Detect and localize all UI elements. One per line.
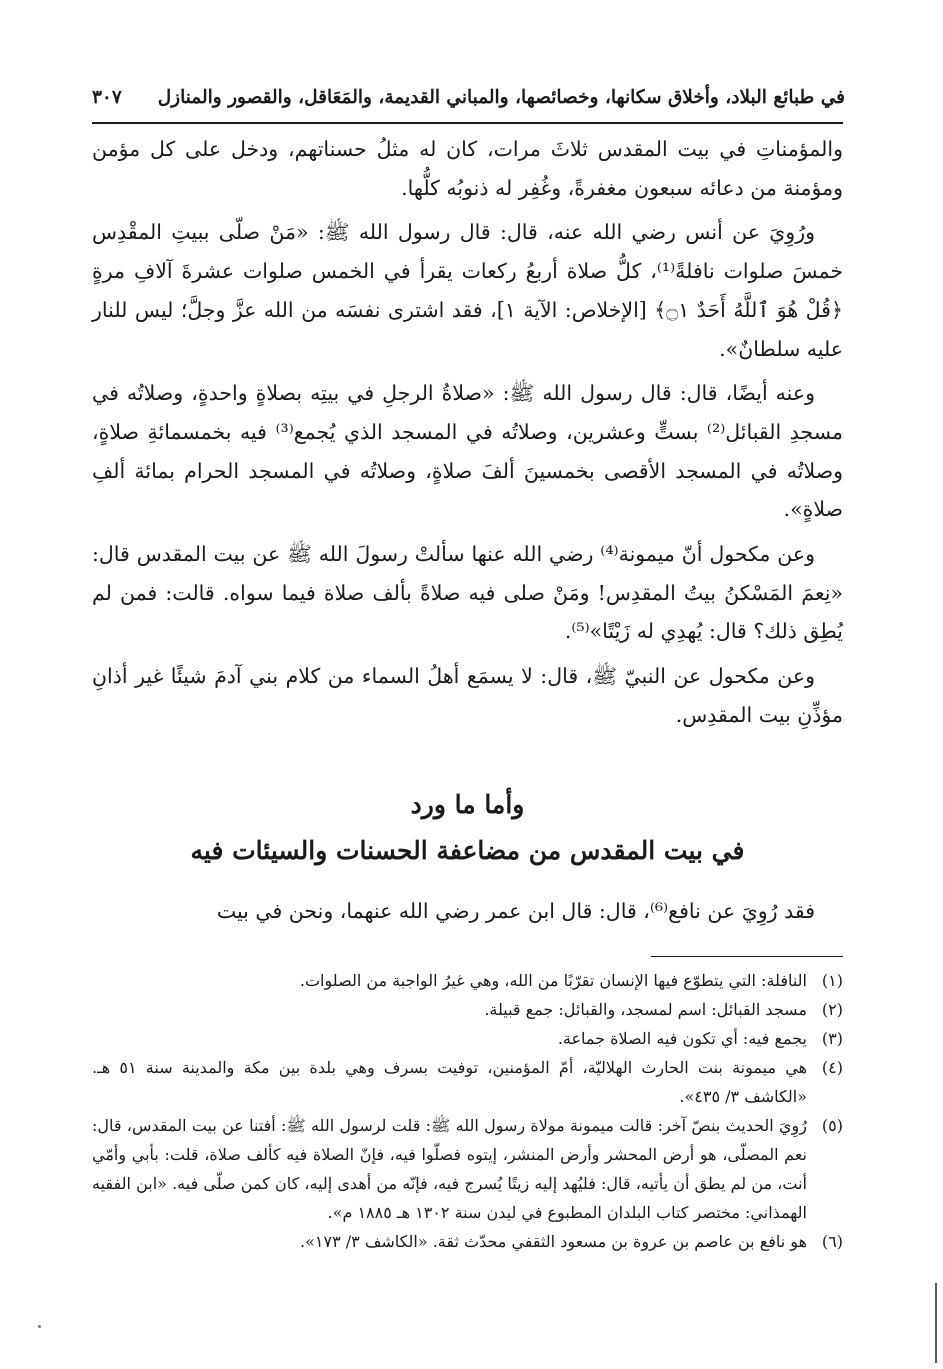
section-heading-line-1: وأما ما ورد xyxy=(410,790,525,819)
main-text xyxy=(92,130,843,735)
paragraph: وعنه أيضًا، قال: قال رسول الله ﷺ: «صلاةُ الرجلِ في بيتِه بصلاةٍ واحدةٍ، وصلاتُه في مسجدِ القبائل⁽²⁾ بستٍّ وعشرين، وصلاتُه في المسجد الذي يُجمع⁽³⁾ فيه بخمسمائةِ صلاةٍ، وصلاتُه في المسجد الأقصى بخمسينَ ألفَ صلاةٍ، وصلاتُه في المسجد الحرام بمائة ألفِ صلاةٍ». xyxy=(92,381,843,522)
paragraph: وعن مكحول عن النبيّ ﷺ، قال: لا يسمَع أهلُ السماء من كلام بني آدمَ شيئًا غير أذانِ مؤذِّنِ بيت المقدِس. xyxy=(92,664,843,727)
footnote-number: (٥) xyxy=(821,1116,843,1135)
running-header-title: في طبائع البلاد، وأخلاق سكانها، وخصائصها، والمباني القديمة، والمَعَاقل، والقصور والمنازل xyxy=(157,87,845,108)
footnote-text: النافلة: التي يتطوّع فيها الإنسان تقرّبًا من الله، وهي غيرُ الواجبة من الصلوات. xyxy=(299,971,807,990)
footnote-number: (٦) xyxy=(821,1232,843,1251)
scan-speck xyxy=(38,1325,41,1328)
section-heading-line-2: في بيت المقدس من مضاعفة الحسنات والسيئات فيه xyxy=(190,836,745,865)
footnote-number: (٢) xyxy=(821,1000,843,1019)
footnote-text: رُوِيَ الحديث بنصّ آخر: قالت ميمونة مولاة رسول الله ﷺ: قلت لرسول الله ﷺ: أفتنا عن بيت المقدس، قال: نعم المصلّى، هو أرض المحشر وأرض المنشر، إيتوه فصلّوا فيه، فإنّ الصلاة فيه كألف صلاة، قلت: بأبي وأمّي أنت، من لم يطق أن يأتيه، قال: فليُهد إليه زيتًا يُسرج فيه، فإنّه من أهدى إليه، كان كمن صلّى فيه. «ابن الفقيه الهمذاني: مختصر كتاب البلدان المطبوع في ليدن سنة ١٣٠٢ هـ ١٨٨٥ م». xyxy=(92,1116,808,1222)
running-header xyxy=(92,68,845,108)
section-intro: فقد رُوِيَ عن نافع⁽⁶⁾، قال: قال ابن عمر رضي الله عنهما، ونحن في بيت xyxy=(216,899,815,923)
footnote-number: (٣) xyxy=(821,1029,843,1048)
page-number: ٣٠٧ xyxy=(92,87,122,108)
footnote xyxy=(92,1024,843,1053)
footnote-separator xyxy=(651,956,843,957)
footnotes xyxy=(92,966,843,1256)
footnote-number: (٤) xyxy=(821,1058,843,1077)
header-rule xyxy=(92,122,843,124)
scan-edge-mark xyxy=(935,1283,937,1363)
footnote-text: هو نافع بن عاصم بن عروة بن مسعود الثقفي محدّث ثقة. «الكاشف ٣/ ١٧٣». xyxy=(300,1232,807,1251)
footnote-number: (١) xyxy=(821,971,843,990)
footnote xyxy=(92,1111,843,1227)
footnote xyxy=(92,1227,843,1256)
paragraph: ورُوِيَ عن أنس رضي الله عنه، قال: قال رسول الله ﷺ: «مَنْ صلّى ببيتِ المقْدِس خمسَ صلوات نافلةً⁽¹⁾، كلُّ صلاة أربعُ ركعات يقرأ في الخمس صلوات عشرةَ آلافِ مرةٍ ﴿قُلْ هُوَ ٱللَّهُ أَحَدٌ ۝١﴾ [الإخلاص: الآية ١]، فقد اشترى نفسَه من الله عزَّ وجلَّ؛ ليس للنار عليه سلطانٌ». xyxy=(92,220,843,361)
footnote xyxy=(92,966,843,995)
footnote xyxy=(92,995,843,1024)
footnote-text: مسجد القبائل: اسم لمسجد، والقبائل: جمع قبيلة. xyxy=(484,1000,807,1019)
section-heading xyxy=(92,786,843,878)
paragraph: والمؤمناتِ في بيت المقدس ثلاثَ مرات، كان له مثلُ حسناتهم، ودخل على كل مؤمن ومؤمنة من دعائه سبعون مغفرةً، وغُفِر له ذنوبُه كلُّها. xyxy=(92,137,843,200)
paragraph: وعن مكحول أنّ ميمونة⁽⁴⁾ رضي الله عنها سألتْ رسولَ الله ﷺ عن بيت المقدس قال: «نِعمَ المَسْكنُ بيتُ المقدِس! ومَنْ صلى فيه صلاةً بألف صلاة فيما سواه. قالت: فمن لم يُطِق ذلك؟ قال: يُهدِي له زَيْتًا»⁽⁵⁾. xyxy=(92,542,843,644)
footnote-text: هي ميمونة بنت الحارث الهلاليّة، أمّ المؤمنين، توفيت بسرف وهي بلدة بين مكة والمدينة سنة ٥١ هـ. «الكاشف ٣/ ٤٣٥». xyxy=(92,1058,808,1106)
footnote xyxy=(92,1053,843,1111)
footnote-text: يجمع فيه: أي تكون فيه الصلاة جماعة. xyxy=(557,1029,807,1048)
